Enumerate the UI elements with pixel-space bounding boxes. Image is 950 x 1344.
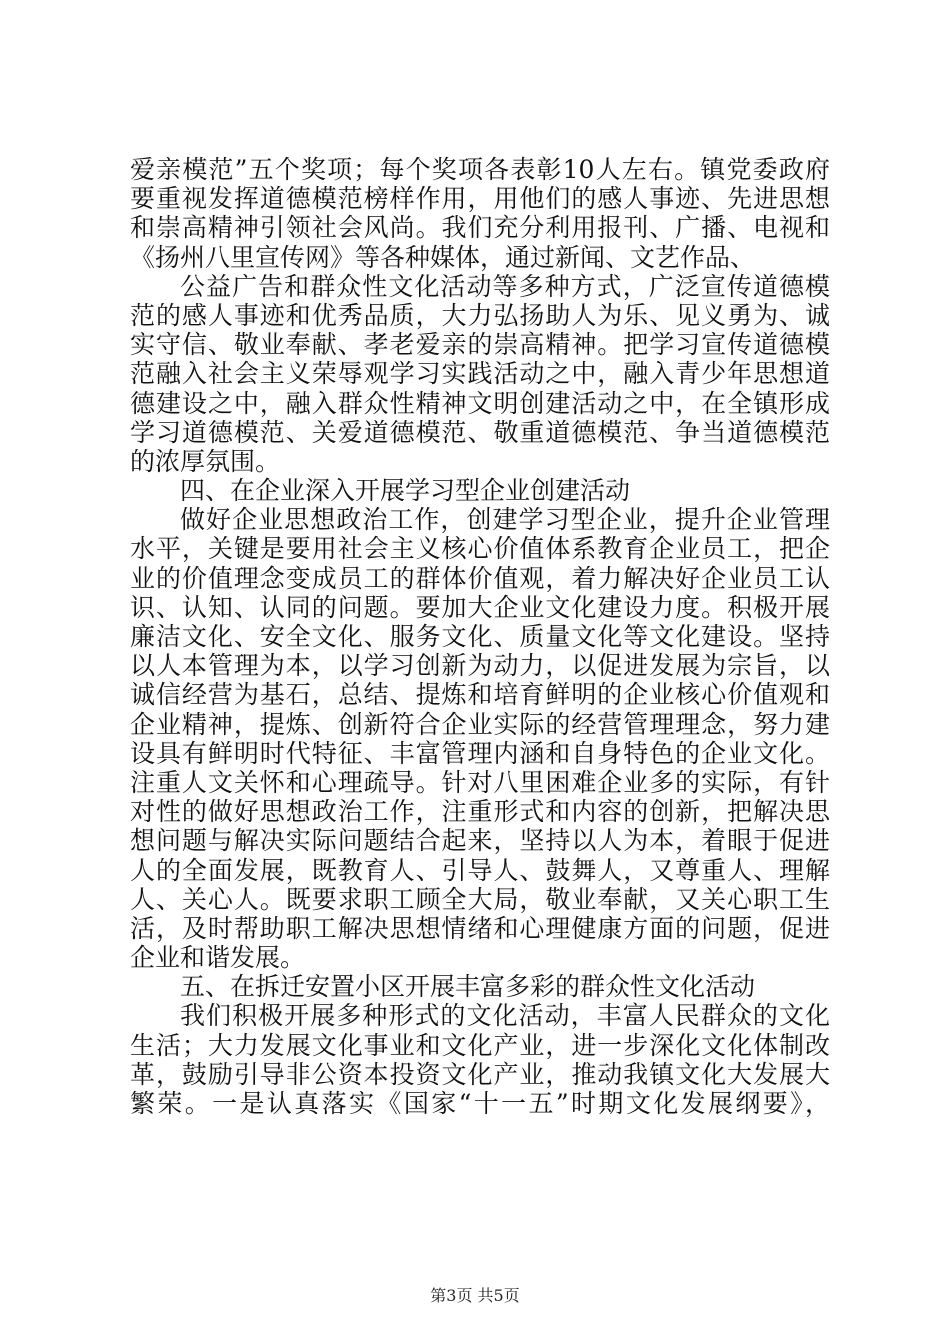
- body-line: 注重人文关怀和心理疏导。针对八里困难企业多的实际，有针: [130, 767, 830, 797]
- body-line: 企业和谐发展。: [130, 943, 306, 973]
- body-line: 活，及时帮助职工解决思想情绪和心理健康方面的问题，促进: [130, 913, 830, 943]
- body-line: 业的价值理念变成员工的群体价值观，着力解决好企业员工认: [130, 563, 830, 593]
- body-line: 企业精神，提炼、创新符合企业实际的经营管理理念，努力建: [130, 709, 830, 739]
- body-line: 实守信、敬业奉献、孝老爱亲的崇高精神。把学习宣传道德模: [130, 330, 830, 360]
- body-line: 做好企业思想政治工作，创建学习型企业，提升企业管理: [180, 505, 830, 535]
- section-heading: 四、在企业深入开展学习型企业创建活动: [180, 476, 631, 506]
- body-line: 学习道德模范、关爱道德模范、敬重道德模范、争当道德模范: [130, 417, 830, 447]
- body-line: 设具有鲜明时代特征、丰富管理内涵和自身特色的企业文化。: [130, 738, 830, 768]
- body-line: 廉洁文化、安全文化、服务文化、质量文化等文化建设。坚持: [130, 622, 830, 651]
- body-line: 范的感人事迹和优秀品质，大力弘扬助人为乐、见义勇为、诚: [130, 300, 830, 330]
- body-line: 识、认知、认同的问题。要加大企业文化建设力度。积极开展: [130, 592, 830, 622]
- body-line: 范融入社会主义荣辱观学习实践活动之中，融入青少年思想道: [130, 359, 830, 389]
- body-line: 以人本管理为本，以学习创新为动力，以促进发展为宗旨，以: [130, 651, 830, 681]
- document-body: [130, 155, 830, 1118]
- body-line: 公益广告和群众性文化活动等多种方式，广泛宣传道德模: [180, 271, 830, 301]
- body-line: 人的全面发展，既教育人、引导人、鼓舞人，又尊重人、理解: [130, 855, 830, 885]
- body-line: 繁荣。一是认真落实《国家“十一五”时期文化发展纲要》，: [130, 1089, 830, 1118]
- body-line: 诚信经营为基石，总结、提炼和培育鲜明的企业核心价值观和: [130, 680, 830, 710]
- body-line: 德建设之中，融入群众性精神文明创建活动之中，在全镇形成: [130, 388, 830, 418]
- body-line: 生活；大力发展文化事业和文化产业，进一步深化文化体制改: [130, 1030, 830, 1060]
- body-line: 爱亲模范”五个奖项；每个奖项各表彰10人左右。镇党委政府: [130, 155, 830, 184]
- body-line: 水平，关键是要用社会主义核心价值体系教育企业员工，把企: [130, 534, 830, 564]
- body-line: 革，鼓励引导非公资本投资文化产业，推动我镇文化大发展大: [130, 1059, 830, 1089]
- body-line: 《扬州八里宣传网》等各种媒体，通过新闻、文艺作品、: [130, 242, 756, 272]
- body-line: 人、关心人。既要求职工顾全大局，敬业奉献，又关心职工生: [130, 884, 830, 914]
- page-footer: 第3页 共5页: [430, 1286, 520, 1305]
- section-heading: 五、在拆迁安置小区开展丰富多彩的群众性文化活动: [180, 972, 756, 1002]
- body-line: 的浓厚氛围。: [130, 446, 281, 476]
- body-line: 我们积极开展多种形式的文化活动，丰富人民群众的文化: [180, 1001, 830, 1031]
- body-line: 要重视发挥道德模范榜样作用，用他们的感人事迹、先进思想: [130, 184, 830, 214]
- body-line: 对性的做好思想政治工作，注重形式和内容的创新，把解决思: [130, 797, 830, 827]
- body-line: 和崇高精神引领社会风尚。我们充分利用报刊、广播、电视和: [130, 213, 830, 243]
- body-line: 想问题与解决实际问题结合起来，坚持以人为本，着眼于促进: [130, 826, 830, 856]
